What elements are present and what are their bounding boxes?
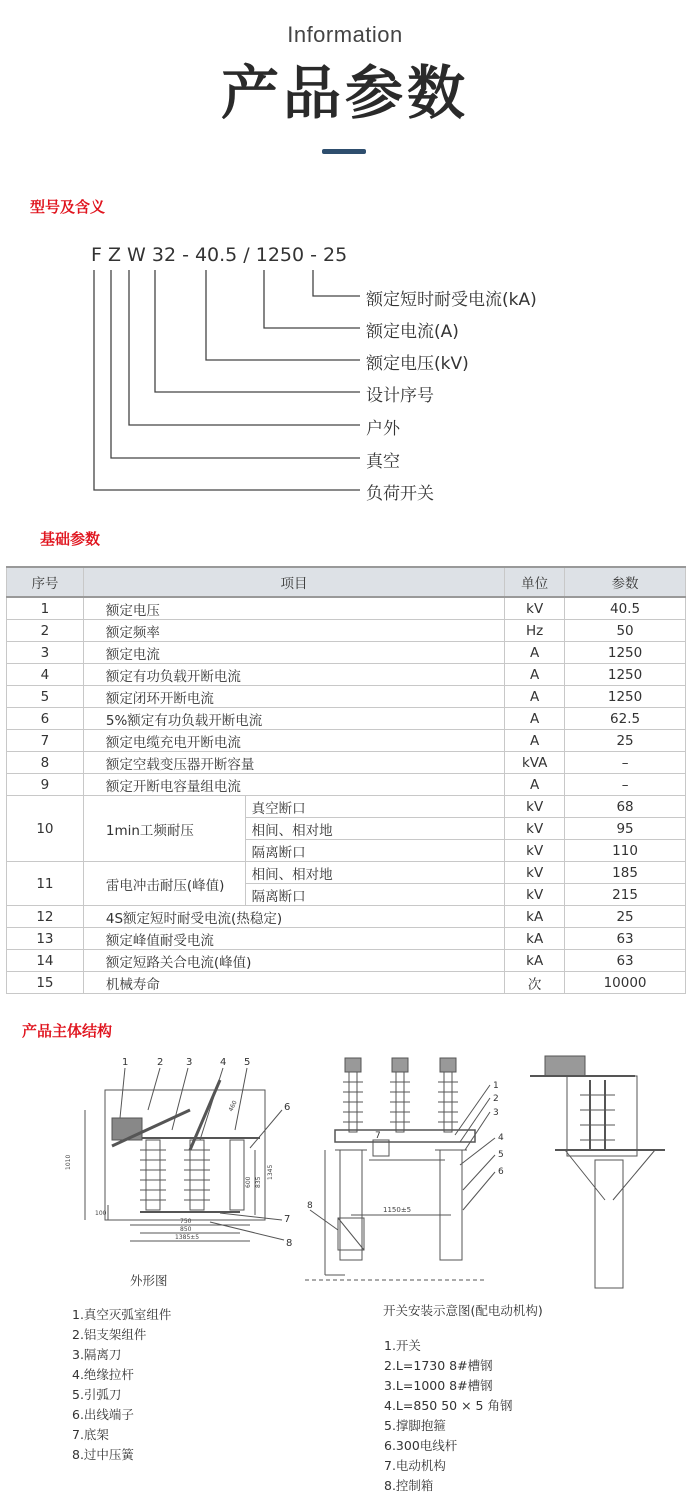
header-unit: 单位: [505, 567, 565, 597]
fig2-dim: 1150±5: [383, 1206, 412, 1214]
fig1-callout: 5: [244, 1057, 251, 1068]
cell-subitem: 隔离断口: [245, 884, 505, 906]
outline-drawing: [60, 1050, 320, 1260]
cell-unit: kV: [505, 884, 565, 906]
basic-section-title: 基础参数: [40, 530, 101, 548]
fig1-callout: 2: [157, 1057, 164, 1068]
cell-item: 额定电压: [83, 597, 504, 620]
cell-unit: kA: [505, 928, 565, 950]
cell-item: 额定闭环开断电流: [83, 686, 504, 708]
fig1-dim: 460: [227, 1099, 239, 1113]
cell-value: 1250: [565, 664, 686, 686]
fig1-legend: [72, 1305, 171, 1465]
fig1-dim: 1010: [65, 1154, 72, 1170]
fig1-callout: 4: [220, 1057, 227, 1068]
cell-value: 215: [565, 884, 686, 906]
legend-item: 3.L=1000 8#槽钢: [384, 1378, 493, 1393]
fig1-dim: 750: [180, 1218, 192, 1225]
cell-value: 1250: [565, 642, 686, 664]
table-row: [7, 686, 686, 708]
legend-item: 8.控制箱: [384, 1478, 434, 1493]
fig2-callout: 2: [493, 1094, 499, 1104]
legend-item: 7.电动机构: [384, 1458, 446, 1473]
legend-item: 5.撑脚抱箍: [384, 1418, 446, 1433]
cell-value: 62.5: [565, 708, 686, 730]
cell-unit: kV: [505, 796, 565, 818]
cell-no: 3: [7, 642, 84, 664]
legend-item: 6.300电线杆: [384, 1438, 458, 1453]
cell-subitem: 真空断口: [245, 796, 505, 818]
model-section-title: 型号及含义: [30, 198, 106, 216]
fig2-callout: 7: [375, 1131, 381, 1141]
cell-item: 4S额定短时耐受电流(热稳定): [83, 906, 504, 928]
cell-value: 10000: [565, 972, 686, 994]
legend-item: 8.过中压簧: [72, 1447, 134, 1462]
table-row: [7, 730, 686, 752]
table-row: [7, 950, 686, 972]
table-row: [7, 597, 686, 620]
legend-item: 7.底架: [72, 1427, 109, 1442]
cell-value: 185: [565, 862, 686, 884]
cell-subitem: 隔离断口: [245, 840, 505, 862]
cell-no: 13: [7, 928, 84, 950]
table-row: [7, 796, 686, 818]
cell-unit: A: [505, 708, 565, 730]
legend-item: 5.引弧刀: [72, 1387, 122, 1402]
cell-item: 额定峰值耐受电流: [83, 928, 504, 950]
table-row: [7, 906, 686, 928]
installation-drawing: [305, 1050, 685, 1290]
cell-subitem: 相间、相对地: [245, 862, 505, 884]
cell-item: 1min工频耐压: [83, 796, 245, 862]
cell-no: 5: [7, 686, 84, 708]
cell-no: 4: [7, 664, 84, 686]
cell-unit: kV: [505, 840, 565, 862]
cell-item: 额定空载变压器开断容量: [83, 752, 504, 774]
fig1-callout: 7: [284, 1214, 291, 1225]
cell-no: 7: [7, 730, 84, 752]
cell-no: 14: [7, 950, 84, 972]
table-row: [7, 664, 686, 686]
structure-section-title: 产品主体结构: [22, 1022, 113, 1040]
cell-value: 1250: [565, 686, 686, 708]
table-row: [7, 752, 686, 774]
cell-unit: Hz: [505, 620, 565, 642]
cell-unit: kA: [505, 906, 565, 928]
fig1-dim: 1385±5: [175, 1234, 200, 1241]
fig2-callout: 5: [498, 1150, 504, 1160]
fig1-dim: 600: [245, 1176, 252, 1188]
cell-value: 110: [565, 840, 686, 862]
model-label-voltage: 额定电压(kV): [366, 354, 469, 374]
fig1-callout: 6: [284, 1102, 291, 1113]
fig1-callout: 1: [122, 1057, 129, 1068]
table-row: [7, 928, 686, 950]
cell-value: –: [565, 752, 686, 774]
model-label-outdoor: 户外: [366, 419, 400, 439]
fig1-callout: 8: [286, 1238, 293, 1249]
cell-no: 6: [7, 708, 84, 730]
cell-unit: kV: [505, 597, 565, 620]
cell-unit: A: [505, 642, 565, 664]
fig1-dim: 100: [95, 1210, 107, 1217]
cell-value: 50: [565, 620, 686, 642]
cell-unit: 次: [505, 972, 565, 994]
cell-value: 40.5: [565, 597, 686, 620]
cell-no: 8: [7, 752, 84, 774]
fig2-callout: 3: [493, 1108, 499, 1118]
cell-unit: kA: [505, 950, 565, 972]
cell-subitem: 相间、相对地: [245, 818, 505, 840]
cell-no: 12: [7, 906, 84, 928]
cell-unit: A: [505, 664, 565, 686]
page-title: 产品参数: [220, 59, 469, 127]
model-label-current-a: 额定电流(A): [366, 322, 459, 342]
cell-item: 额定开断电容量组电流: [83, 774, 504, 796]
table-row: [7, 642, 686, 664]
cell-unit: kVA: [505, 752, 565, 774]
cell-item: 额定频率: [83, 620, 504, 642]
table-row: [7, 620, 686, 642]
cell-no: 1: [7, 597, 84, 620]
fig2-legend: [384, 1336, 512, 1496]
cell-item: 机械寿命: [83, 972, 504, 994]
model-label-current-ka: 额定短时耐受电流(kA): [366, 290, 537, 310]
header-value: 参数: [565, 567, 686, 597]
fig1-dim: 1345: [267, 1164, 274, 1180]
legend-item: 2.L=1730 8#槽钢: [384, 1358, 493, 1373]
cell-unit: A: [505, 686, 565, 708]
fig1-callout: 3: [186, 1057, 193, 1068]
cell-no: 2: [7, 620, 84, 642]
fig2-caption: 开关安装示意图(配电动机构): [383, 1303, 543, 1318]
fig1-dim: 835: [255, 1176, 262, 1188]
english-title: Information: [287, 22, 403, 47]
model-label-vacuum: 真空: [366, 452, 400, 472]
cell-no: 11: [7, 862, 84, 906]
cell-value: 25: [565, 906, 686, 928]
legend-item: 1.真空灭弧室组件: [72, 1307, 172, 1322]
cell-unit: A: [505, 774, 565, 796]
legend-item: 4.L=850 50 × 5 角钢: [384, 1398, 513, 1413]
fig1-dim: 850: [180, 1226, 192, 1233]
cell-no: 15: [7, 972, 84, 994]
table-row: [7, 708, 686, 730]
spec-table: [6, 566, 686, 994]
cell-value: 63: [565, 950, 686, 972]
cell-item: 雷电冲击耐压(峰值): [83, 862, 245, 906]
cell-unit: kV: [505, 818, 565, 840]
legend-item: 4.绝缘拉杆: [72, 1367, 134, 1382]
cell-no: 9: [7, 774, 84, 796]
legend-item: 1.开关: [384, 1338, 421, 1353]
header-no: 序号: [7, 567, 84, 597]
model-code: F Z W 32 - 40.5 / 1250 - 25: [91, 244, 348, 266]
cell-no: 10: [7, 796, 84, 862]
legend-item: 2.铝支架组件: [72, 1327, 147, 1342]
table-header-row: [7, 567, 686, 597]
fig2-callout: 4: [498, 1133, 504, 1143]
fig2-callout: 1: [493, 1081, 499, 1091]
cell-value: 25: [565, 730, 686, 752]
cell-item: 额定短路关合电流(峰值): [83, 950, 504, 972]
model-breakdown-lines: [0, 0, 690, 520]
cell-unit: kV: [505, 862, 565, 884]
model-label-design-no: 设计序号: [366, 386, 434, 406]
table-row: [7, 972, 686, 994]
legend-item: 6.出线端子: [72, 1407, 134, 1422]
cell-value: 63: [565, 928, 686, 950]
legend-item: 3.隔离刀: [72, 1347, 122, 1362]
cell-item: 额定有功负载开断电流: [83, 664, 504, 686]
cell-item: 5%额定有功负载开断电流: [83, 708, 504, 730]
table-row: [7, 774, 686, 796]
model-label-load-switch: 负荷开关: [366, 484, 434, 504]
table-row: [7, 862, 686, 884]
cell-value: –: [565, 774, 686, 796]
cell-value: 95: [565, 818, 686, 840]
cell-item: 额定电缆充电开断电流: [83, 730, 504, 752]
header-item: 项目: [83, 567, 504, 597]
cell-value: 68: [565, 796, 686, 818]
fig1-caption: 外形图: [130, 1273, 168, 1288]
cell-unit: A: [505, 730, 565, 752]
cell-item: 额定电流: [83, 642, 504, 664]
fig2-callout: 8: [307, 1201, 313, 1211]
fig2-callout: 6: [498, 1167, 504, 1177]
